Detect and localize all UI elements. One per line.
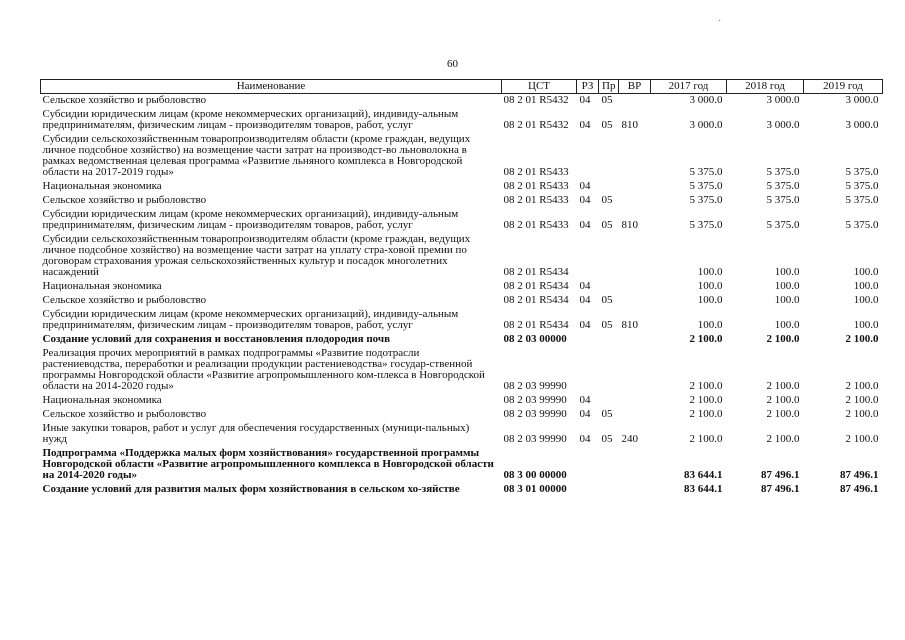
row-2017: 2 100.0: [689, 380, 723, 392]
row-name: Национальная экономика: [42, 394, 162, 406]
row-cst: 08 2 01 R5434: [503, 319, 569, 331]
row-name: Реализация прочих мероприятий в рамках подпрограммы «Развитие подотрасли растениеводства, переработки и реализации продукции растениеводства» государ-ственной программы Новгородской области «Развитие агропромышленного ком-плекса в Новгородской области на 2014-2020 годы»: [42, 347, 485, 392]
row-vr: [619, 233, 651, 280]
row-name: Субсидии юридическим лицам (кроме некоммерческих организаций), индивиду-альным предпринимателям, физическим лицам - производителям товаров, работ, услуг: [42, 108, 459, 131]
header-2018: 2018 год: [727, 80, 804, 94]
table-row: [41, 133, 883, 180]
header-pr: Пр: [599, 80, 619, 94]
row-pr: [599, 347, 619, 394]
row-2018: 5 375.0: [766, 219, 800, 231]
row-pr: [599, 447, 619, 483]
row-rz: [577, 483, 599, 497]
row-2017: 2 100.0: [689, 433, 723, 445]
table-row: [41, 294, 883, 308]
row-2017: 2 100.0: [689, 408, 723, 420]
row-2017: 100.0: [697, 280, 723, 292]
row-2018: 2 100.0: [766, 380, 800, 392]
row-2018: 100.0: [774, 266, 800, 278]
row-2017: 2 100.0: [689, 394, 723, 406]
table-row: [41, 483, 883, 497]
row-pr: 05: [601, 408, 613, 420]
row-cst: 08 2 01 R5433: [503, 180, 569, 192]
row-pr: 05: [601, 219, 613, 231]
row-vr: [619, 447, 651, 483]
row-rz: [577, 347, 599, 394]
row-2017: 5 375.0: [689, 166, 723, 178]
row-rz: [577, 333, 599, 347]
table-row: [41, 108, 883, 133]
row-pr: 05: [601, 294, 613, 306]
row-rz: 04: [579, 280, 591, 292]
row-2018: 2 100.0: [766, 333, 800, 345]
row-2019: 5 375.0: [845, 180, 879, 192]
row-2017: 5 375.0: [689, 194, 723, 206]
row-2017: 83 644.1: [684, 483, 723, 495]
row-2019: 5 375.0: [845, 194, 879, 206]
row-vr: [619, 333, 651, 347]
table-row: [41, 333, 883, 347]
row-vr: [619, 294, 651, 308]
row-name: Сельское хозяйство и рыболовство: [42, 294, 207, 306]
table-row: [41, 180, 883, 194]
table-row: [41, 447, 883, 483]
row-name: Национальная экономика: [42, 280, 162, 292]
row-pr: 05: [601, 194, 613, 206]
row-2019: 87 496.1: [840, 483, 879, 495]
row-rz: 04: [579, 319, 591, 331]
row-2017: 3 000.0: [689, 94, 723, 106]
row-vr: [619, 180, 651, 194]
row-2018: 5 375.0: [766, 180, 800, 192]
budget-table: [40, 79, 883, 497]
row-vr: [619, 394, 651, 408]
row-2018: 3 000.0: [766, 119, 800, 131]
row-pr: [599, 233, 619, 280]
table-row: [41, 408, 883, 422]
row-cst: 08 2 03 99990: [503, 394, 567, 406]
row-pr: 05: [601, 433, 613, 445]
header-vr: ВР: [619, 80, 651, 94]
row-cst: 08 2 03 99990: [503, 380, 567, 392]
header-2019: 2019 год: [804, 80, 883, 94]
row-pr: [599, 394, 619, 408]
row-cst: 08 2 01 R5432: [503, 119, 569, 131]
table-body: [41, 94, 883, 498]
row-pr: 05: [601, 94, 613, 106]
row-2017: 83 644.1: [684, 469, 723, 481]
row-name: Подпрограмма «Поддержка малых форм хозяйствования» государственной программы Новгородской области «Развитие агропромышленного комплекса в Новгородской области на 2014-2020 годы»: [42, 447, 494, 481]
row-2017: 5 375.0: [689, 180, 723, 192]
header-name: Наименование: [41, 80, 502, 94]
row-2017: 3 000.0: [689, 119, 723, 131]
header-2017: 2017 год: [651, 80, 727, 94]
table-row: [41, 308, 883, 333]
row-2018: 3 000.0: [766, 94, 800, 106]
row-name: Национальная экономика: [42, 180, 162, 192]
table-row: [41, 280, 883, 294]
row-2019: 2 100.0: [845, 394, 879, 406]
row-cst: 08 2 01 R5434: [503, 266, 569, 278]
row-2019: 100.0: [853, 319, 879, 331]
row-2019: 3 000.0: [845, 119, 879, 131]
row-rz: 04: [579, 194, 591, 206]
row-rz: [577, 447, 599, 483]
row-vr: [619, 133, 651, 180]
row-2019: 100.0: [853, 280, 879, 292]
row-rz: 04: [579, 94, 591, 106]
row-name: Субсидии сельскохозяйственным товаропроизводителям области (кроме граждан, ведущих личное подсобное хозяйство) на возмещение части затрат на уплату стра-ховой премии по договорам страхования урожая сельскохозяйственных культур и посадок многолетних насаждений: [42, 233, 471, 278]
row-2019: 2 100.0: [845, 380, 879, 392]
row-rz: 04: [579, 408, 591, 420]
row-vr: 810: [621, 319, 638, 331]
table-row: [41, 94, 883, 109]
row-pr: [599, 280, 619, 294]
row-2018: 5 375.0: [766, 166, 800, 178]
table-row: [41, 233, 883, 280]
row-vr: [619, 280, 651, 294]
row-cst: 08 3 00 00000: [503, 469, 567, 481]
row-2019: 100.0: [853, 266, 879, 278]
header-row: [41, 80, 883, 94]
row-cst: 08 2 01 R5433: [503, 219, 569, 231]
corner-mark: ·: [718, 16, 722, 27]
row-2019: 5 375.0: [845, 219, 879, 231]
row-vr: 810: [621, 119, 638, 131]
header-rz: РЗ: [577, 80, 599, 94]
row-rz: 04: [579, 294, 591, 306]
row-cst: 08 2 01 R5434: [503, 294, 569, 306]
row-2017: 100.0: [697, 266, 723, 278]
row-vr: 810: [621, 219, 638, 231]
row-cst: 08 2 03 00000: [503, 333, 567, 345]
row-cst: 08 2 01 R5433: [503, 194, 569, 206]
row-2018: 100.0: [774, 280, 800, 292]
row-rz: [577, 233, 599, 280]
row-cst: 08 2 01 R5434: [503, 280, 569, 292]
row-2017: 100.0: [697, 294, 723, 306]
table-row: [41, 194, 883, 208]
row-vr: [619, 483, 651, 497]
row-pr: [599, 483, 619, 497]
table-row: [41, 394, 883, 408]
row-name: Сельское хозяйство и рыболовство: [42, 408, 207, 420]
row-2019: 87 496.1: [840, 469, 879, 481]
row-name: Создание условий для сохранения и восстановления плодородия почв: [42, 333, 391, 345]
row-name: Субсидии юридическим лицам (кроме некоммерческих организаций), индивиду-альным предпринимателям, физическим лицам - производителям товаров, работ, услуг: [42, 208, 459, 231]
row-2018: 100.0: [774, 294, 800, 306]
row-2019: 5 375.0: [845, 166, 879, 178]
row-pr: [599, 180, 619, 194]
row-2019: 100.0: [853, 294, 879, 306]
row-2019: 3 000.0: [845, 94, 879, 106]
row-name: Иные закупки товаров, работ и услуг для обеспечения государственных (муници-пальных) нужд: [42, 422, 470, 445]
row-cst: 08 2 01 R5433: [503, 166, 569, 178]
row-rz: 04: [579, 433, 591, 445]
row-vr: 240: [621, 433, 638, 445]
row-name: Субсидии сельскохозяйственным товаропроизводителям области (кроме граждан, ведущих личное подсобное хозяйство) на возмещение части затрат на производст-во льноволокна в рамках ведомственная целевая программа «Развитие льняного комплекса в Новгородской области на 2017-2019 годы»: [42, 133, 471, 178]
row-rz: 04: [579, 219, 591, 231]
row-vr: [619, 194, 651, 208]
row-2018: 5 375.0: [766, 194, 800, 206]
row-2019: 2 100.0: [845, 408, 879, 420]
row-2018: 2 100.0: [766, 408, 800, 420]
row-vr: [619, 408, 651, 422]
row-name: Сельское хозяйство и рыболовство: [42, 194, 207, 206]
row-name: Сельское хозяйство и рыболовство: [42, 94, 207, 106]
row-pr: [599, 333, 619, 347]
row-rz: 04: [579, 394, 591, 406]
row-2018: 87 496.1: [761, 469, 800, 481]
row-2018: 87 496.1: [761, 483, 800, 495]
row-2017: 100.0: [697, 319, 723, 331]
row-cst: 08 3 01 00000: [503, 483, 567, 495]
row-rz: 04: [579, 180, 591, 192]
row-cst: 08 2 01 R5432: [503, 94, 569, 106]
row-vr: [619, 94, 651, 109]
row-2018: 2 100.0: [766, 394, 800, 406]
table-row: [41, 208, 883, 233]
row-rz: [577, 133, 599, 180]
row-cst: 08 2 03 99990: [503, 433, 567, 445]
row-pr: [599, 133, 619, 180]
page-number: 60: [447, 58, 458, 70]
row-2017: 5 375.0: [689, 219, 723, 231]
row-name: Создание условий для развития малых форм хозяйствования в сельском хо-зяйстве: [42, 483, 460, 495]
row-pr: 05: [601, 119, 613, 131]
row-rz: 04: [579, 119, 591, 131]
row-2018: 2 100.0: [766, 433, 800, 445]
row-name: Субсидии юридическим лицам (кроме некоммерческих организаций), индивиду-альным предпринимателям, физическим лицам - производителям товаров, работ, услуг: [42, 308, 459, 331]
row-cst: 08 2 03 99990: [503, 408, 567, 420]
row-2019: 2 100.0: [845, 433, 879, 445]
table-row: [41, 347, 883, 394]
row-2019: 2 100.0: [845, 333, 879, 345]
row-2017: 2 100.0: [689, 333, 723, 345]
row-vr: [619, 347, 651, 394]
header-cst: ЦСТ: [502, 80, 577, 94]
table-row: [41, 422, 883, 447]
row-pr: 05: [601, 319, 613, 331]
row-2018: 100.0: [774, 319, 800, 331]
